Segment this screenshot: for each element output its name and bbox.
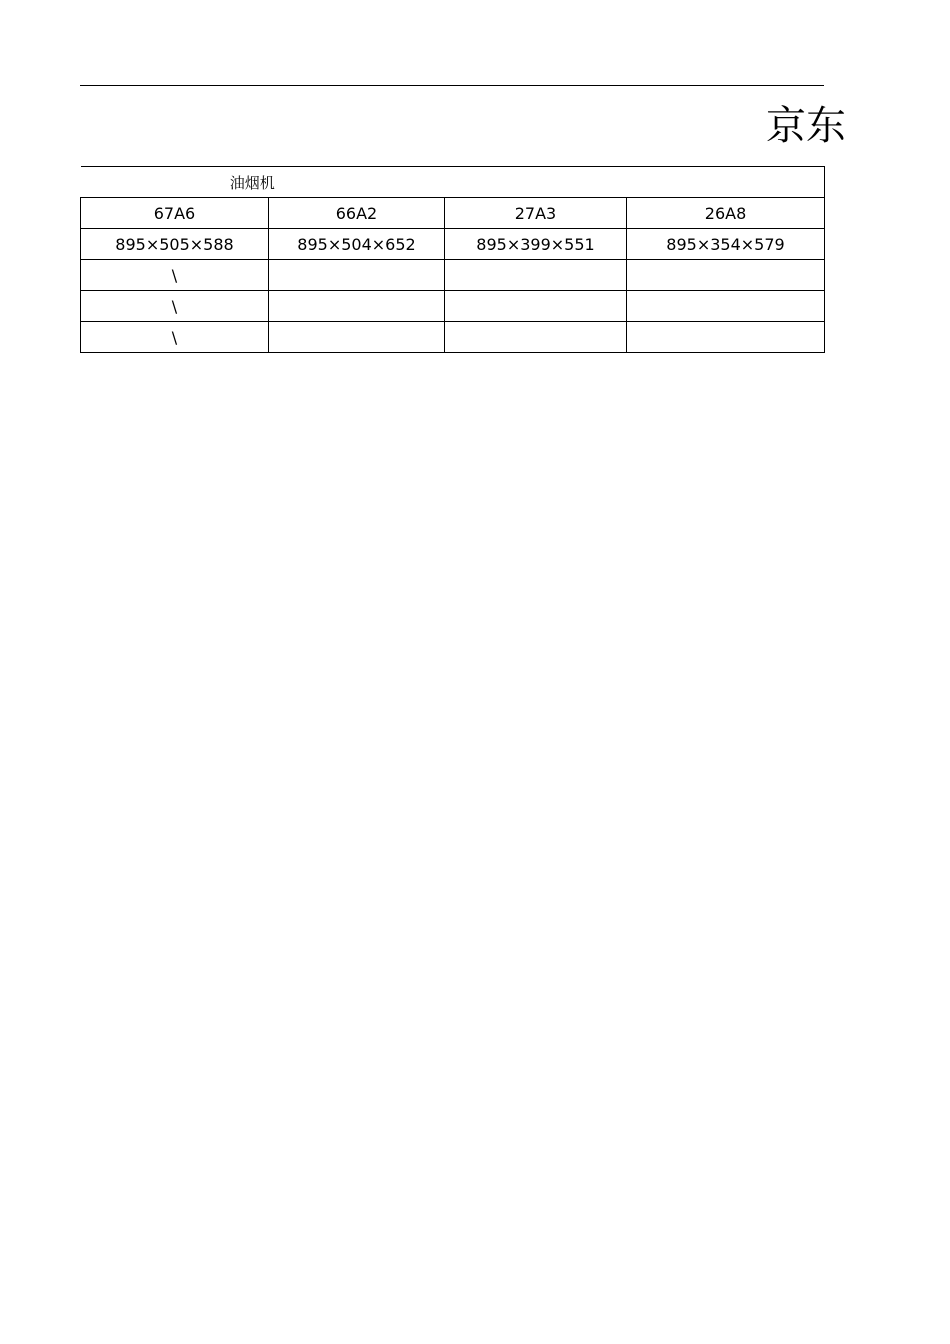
dimension-row: [81, 229, 825, 260]
dimension-cell: 895×505×588: [81, 229, 269, 260]
model-cell: 27A3: [445, 198, 627, 229]
table-cell: [627, 260, 825, 291]
dimension-cell: 895×399×551: [445, 229, 627, 260]
table-cell: [627, 291, 825, 322]
model-cell: 26A8: [627, 198, 825, 229]
table-cell: [445, 260, 627, 291]
document-title: 京东: [766, 103, 846, 149]
header-rule: [80, 85, 824, 86]
table-row: [81, 322, 825, 353]
table-cell: \: [81, 291, 269, 322]
document-page: [80, 0, 846, 360]
product-spec-table: [80, 166, 825, 353]
table-cell: [269, 322, 445, 353]
dimension-cell: 895×354×579: [627, 229, 825, 260]
table-row: [81, 291, 825, 322]
category-cell: [81, 167, 825, 198]
table-row: [81, 260, 825, 291]
model-cell: 66A2: [269, 198, 445, 229]
table-cell: [627, 322, 825, 353]
table-cell: [445, 291, 627, 322]
category-row: [81, 167, 825, 198]
model-row: [81, 198, 825, 229]
category-label: 油烟机: [229, 173, 275, 192]
table-cell: [445, 322, 627, 353]
table-cell: \: [81, 260, 269, 291]
table-cell: [269, 260, 445, 291]
table-cell: \: [81, 322, 269, 353]
model-cell: 67A6: [81, 198, 269, 229]
dimension-cell: 895×504×652: [269, 229, 445, 260]
table-cell: [269, 291, 445, 322]
